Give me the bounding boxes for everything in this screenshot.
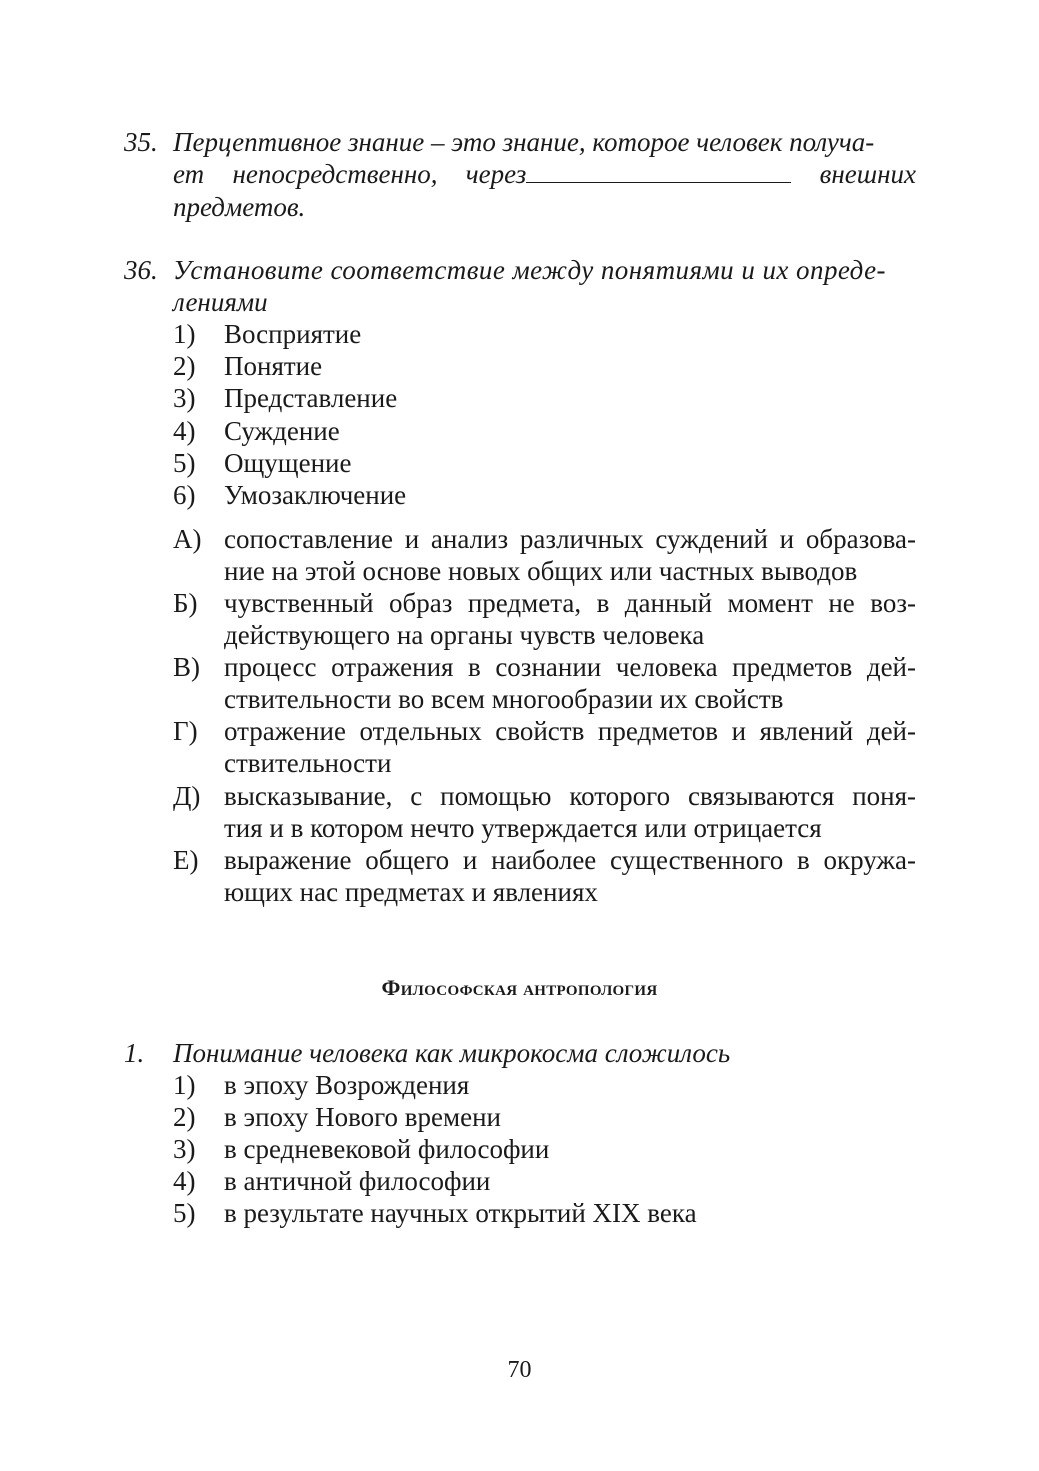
question-text-line: ет непосредственно, через внешних	[173, 159, 916, 189]
question-number: 35.	[124, 127, 158, 157]
answer-blank[interactable]	[526, 160, 791, 183]
question-text-line: лениями	[173, 287, 268, 317]
question-text-line: предметов.	[173, 192, 306, 222]
question-number: 36.	[124, 255, 158, 285]
question-text-line: Понимание человека как микрокосма сложилось	[173, 1038, 731, 1068]
page-number: 70	[507, 1357, 532, 1383]
question-number: 1.	[124, 1038, 145, 1068]
question-text-line: Перцептивное знание – это знание, которое человек получа-	[173, 127, 875, 157]
section-heading: Философская антропология	[381, 975, 658, 1000]
question-text-line: Установите соответствие между понятиями и их опреде-	[173, 255, 886, 285]
